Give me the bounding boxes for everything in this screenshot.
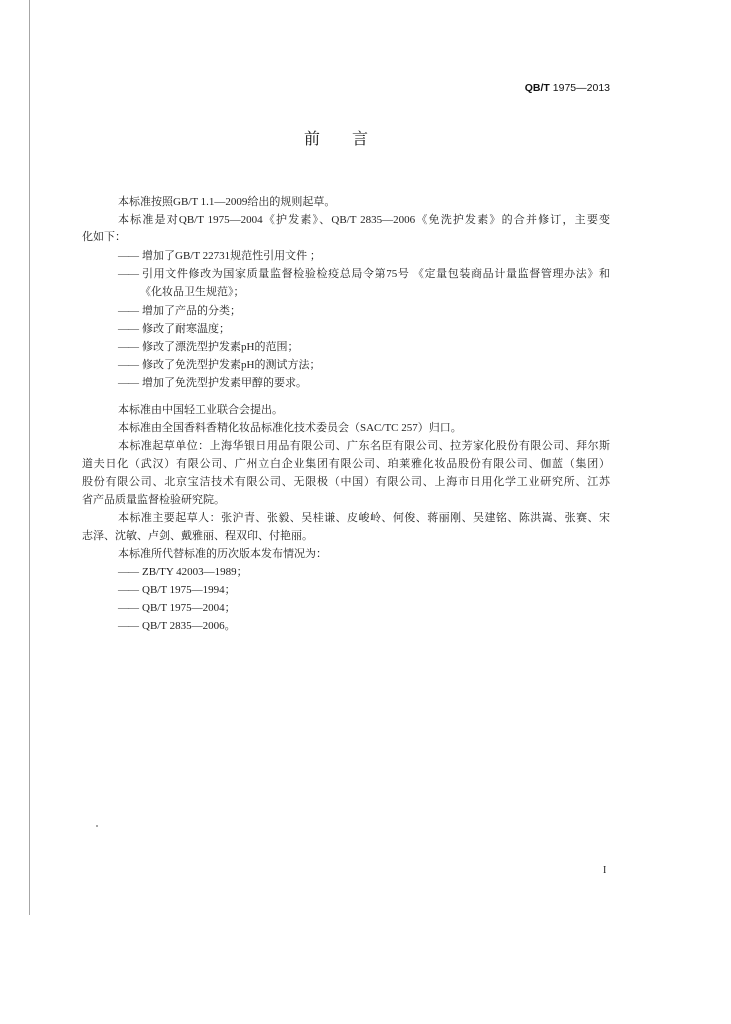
scan-speck (96, 825, 98, 827)
list-dash: —— (118, 359, 138, 371)
change-item: 修改了免洗型护发素pH的测试方法； (142, 359, 321, 371)
centralized-by-paragraph: 本标准由全国香料香精化妆品标准化技术委员会（SAC/TC 257）归口。 (118, 422, 462, 434)
drafting-units-line: 股份有限公司、北京宝洁技术有限公司、无限极（中国）有限公司、上海市日用化学工业研究所、江苏 (82, 476, 610, 488)
change-item: 修改了耐寒温度； (142, 323, 230, 335)
page-number: I (603, 865, 607, 876)
history-item: QB/T 1975—2004； (142, 602, 236, 614)
list-dash: —— (118, 268, 138, 280)
drafters-line: 志泽、沈敏、卢剑、戴雅丽、程双印、付艳丽。 (82, 530, 313, 542)
history-item: ZB/TY 42003—1989； (142, 566, 248, 578)
drafters-line: 本标准主要起草人：张沪青、张毅、吴桂谦、皮峻岭、何俊、蒋丽刚、吴建铭、陈洪嵩、张赛、宋 (118, 512, 610, 524)
page-edge-line (29, 0, 30, 915)
change-item: 增加了产品的分类； (142, 305, 241, 317)
drafting-units-line: 本标准起草单位：上海华银日用品有限公司、广东名臣有限公司、拉芳家化股份有限公司、拜尔斯 (118, 440, 610, 452)
drafting-units-line: 道夫日化（武汉）有限公司、广州立白企业集团有限公司、珀莱雅化妆品股份有限公司、伽蓝（集团） (82, 458, 610, 470)
drafting-units-line: 省产品质量监督检验研究院。 (82, 494, 225, 506)
list-dash: —— (118, 584, 138, 596)
change-item: 增加了GB/T 22731规范性引用文件 ； (142, 250, 321, 262)
drafting-rule-paragraph: 本标准按照GB/T 1.1—2009给出的规则起草。 (118, 196, 336, 208)
standard-code (525, 81, 610, 95)
change-item-continuation: 《化妆品卫生规范》； (140, 286, 245, 298)
change-item: 增加了免洗型护发素甲醇的要求。 (142, 377, 307, 389)
standard-code-number: 1975—2013 (552, 82, 610, 94)
list-dash: —— (118, 250, 138, 262)
change-item: 修改了漂洗型护发素pH的范围； (142, 341, 299, 353)
list-dash: —— (118, 602, 138, 614)
revision-intro-line: 化如下： (82, 231, 126, 243)
list-dash: —— (118, 341, 138, 353)
history-item: QB/T 1975—1994； (142, 584, 236, 596)
history-item: QB/T 2835—2006。 (142, 620, 236, 632)
list-dash: —— (118, 305, 138, 317)
page-title: 前 言 (303, 131, 376, 148)
list-dash: —— (118, 566, 138, 578)
list-dash: —— (118, 323, 138, 335)
change-item: 引用文件修改为国家质量监督检验检疫总局令第75号 《定量包装商品计量监督管理办法》和 (142, 268, 610, 280)
revision-intro-line: 本标准是对QB/T 1975—2004《护发素》、QB/T 2835—2006《免洗护发素》的合并修订，主要变 (118, 214, 610, 226)
history-intro: 本标准所代替标准的历次版本发布情况为： (118, 548, 327, 560)
standard-code-prefix: QB/T (524, 82, 550, 94)
proposed-by-paragraph: 本标准由中国轻工业联合会提出。 (118, 404, 283, 416)
list-dash: —— (118, 377, 138, 389)
list-dash: —— (118, 620, 138, 632)
